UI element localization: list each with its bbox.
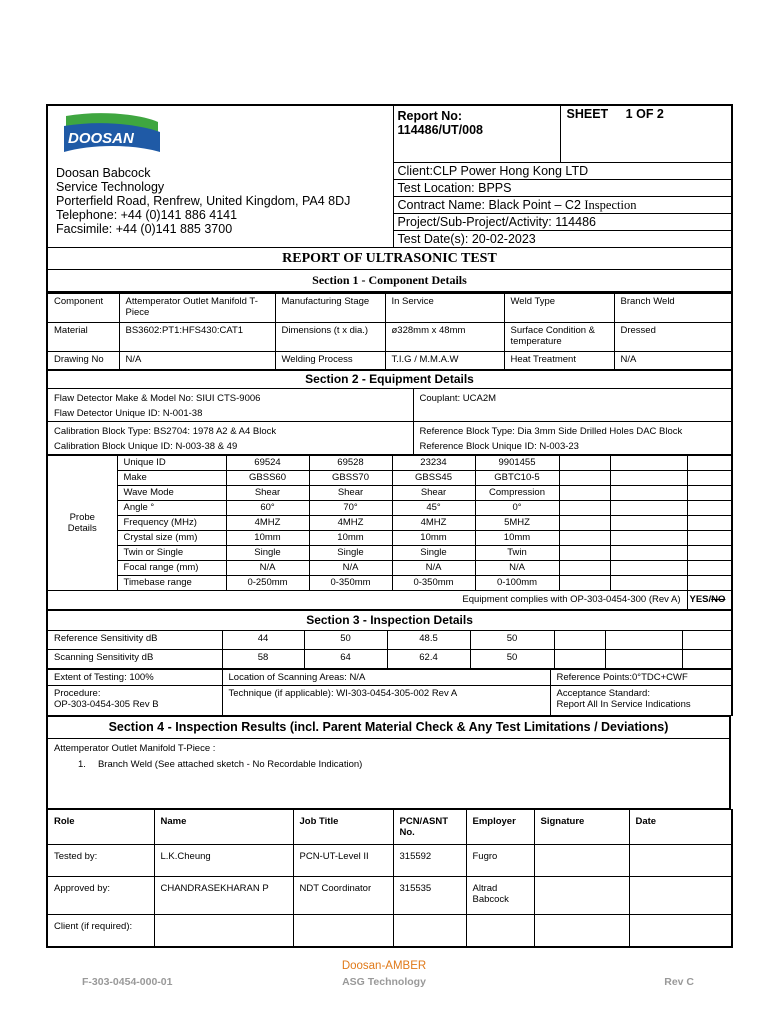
probe-details-table <box>46 455 733 610</box>
test-location: Test Location: BPPS <box>393 180 732 197</box>
probe-empty-cell <box>559 546 610 561</box>
company-fax: Facsimile: +44 (0)141 885 3700 <box>56 222 233 236</box>
reference-sensitivity-1: 44 <box>222 631 304 650</box>
probe-value: N/A <box>475 561 559 576</box>
signoff-cell <box>293 915 393 947</box>
signoff-cell: L.K.Cheung <box>154 845 293 877</box>
signoff-row <box>47 915 732 947</box>
probe-empty-cell <box>610 486 687 501</box>
reference-block-id: Reference Block Unique ID: N-003-23 <box>419 441 579 452</box>
welding-process-value: T.I.G / M.M.A.W <box>385 352 504 370</box>
signoff-cell: Altrad Babcock <box>466 877 534 915</box>
probe-value: Single <box>392 546 475 561</box>
welding-process-label: Welding Process <box>275 352 385 370</box>
probe-empty-cell <box>610 546 687 561</box>
surface-condition-value: Dressed <box>614 323 732 352</box>
signoff-cell: 315592 <box>393 845 466 877</box>
extent-of-testing: Extent of Testing: 100% <box>47 670 222 686</box>
probe-details-label: Probe Details <box>47 456 117 591</box>
probe-row <box>47 561 732 576</box>
probe-value: N/A <box>309 561 392 576</box>
probe-empty-cell <box>687 486 732 501</box>
signoff-cell: Client (if required): <box>47 915 154 947</box>
signoff-cell[interactable] <box>534 915 629 947</box>
probe-empty-cell <box>610 501 687 516</box>
signoff-cell <box>393 915 466 947</box>
company-telephone: Telephone: +44 (0)141 886 4141 <box>56 208 238 222</box>
probe-parameter: Frequency (MHz) <box>117 516 226 531</box>
probe-value: 0-100mm <box>475 576 559 591</box>
probe-value: 69524 <box>226 456 309 471</box>
probe-empty-cell <box>610 456 687 471</box>
signoff-cell: Tested by: <box>47 845 154 877</box>
probe-parameter: Wave Mode <box>117 486 226 501</box>
probe-empty-cell <box>559 561 610 576</box>
probe-value: 10mm <box>392 531 475 546</box>
probe-value: 23234 <box>392 456 475 471</box>
client: Client:CLP Power Hong Kong LTD <box>393 163 732 180</box>
reference-sensitivity-label: Reference Sensitivity dB <box>47 631 222 650</box>
calibration-block-id: Calibration Block Unique ID: N-003-38 & 49 <box>54 441 238 452</box>
acceptance-label: Acceptance Standard: <box>556 688 650 699</box>
weld-type-label: Weld Type <box>504 294 614 323</box>
probe-empty-cell <box>610 561 687 576</box>
probe-row <box>47 471 732 486</box>
yes-no: YES/NO <box>687 591 732 610</box>
probe-row <box>47 501 732 516</box>
probe-empty-cell <box>559 576 610 591</box>
weld-type-value: Branch Weld <box>614 294 732 323</box>
probe-parameter: Timebase range <box>117 576 226 591</box>
dimensions-value: ø328mm x 48mm <box>385 323 504 352</box>
inspection-results-table <box>46 716 731 809</box>
scanning-sensitivity-3: 62.4 <box>387 650 470 669</box>
test-date: Test Date(s): 20-02-2023 <box>393 231 732 248</box>
probe-empty-cell <box>559 456 610 471</box>
probe-value: N/A <box>226 561 309 576</box>
probe-parameter: Make <box>117 471 226 486</box>
probe-value: 0-350mm <box>309 576 392 591</box>
probe-empty-cell <box>687 561 732 576</box>
heat-treatment-value: N/A <box>614 352 732 370</box>
probe-parameter: Twin or Single <box>117 546 226 561</box>
probe-row <box>47 486 732 501</box>
probe-value: 4MHZ <box>226 516 309 531</box>
probe-empty-cell <box>559 516 610 531</box>
probe-empty-cell <box>610 471 687 486</box>
probe-value: 0-350mm <box>392 576 475 591</box>
signoff-cell: Approved by: <box>47 877 154 915</box>
probe-value: 0° <box>475 501 559 516</box>
manufacturing-stage-label: Manufacturing Stage <box>275 294 385 323</box>
surface-condition-label: Surface Condition & temperature <box>504 323 614 352</box>
equipment-details-table <box>46 370 733 455</box>
drawing-no-label: Drawing No <box>47 352 119 370</box>
reference-sensitivity-4: 50 <box>470 631 554 650</box>
probe-empty-cell <box>610 516 687 531</box>
probe-value: 45° <box>392 501 475 516</box>
signoff-cell[interactable] <box>629 915 732 947</box>
name-header: Name <box>154 810 293 845</box>
form-number: F-303-0454-000-01 <box>82 976 173 988</box>
probe-value: Single <box>226 546 309 561</box>
signoff-cell: Fugro <box>466 845 534 877</box>
probe-value: GBSS45 <box>392 471 475 486</box>
probe-empty-cell <box>610 576 687 591</box>
signoff-cell: 315535 <box>393 877 466 915</box>
role-header: Role <box>47 810 154 845</box>
signoff-cell <box>466 915 534 947</box>
drawing-no-value: N/A <box>119 352 275 370</box>
probe-empty-cell <box>559 471 610 486</box>
probe-value: 10mm <box>309 531 392 546</box>
manufacturing-stage-value: In Service <box>385 294 504 323</box>
probe-row <box>47 531 732 546</box>
probe-parameter: Crystal size (mm) <box>117 531 226 546</box>
report-form <box>46 104 731 948</box>
sheet-value: 1 OF 2 <box>625 107 664 121</box>
probe-empty-cell <box>687 456 732 471</box>
material-value: BS3602:PT1:HFS430:CAT1 <box>119 323 275 352</box>
classification-label: Doosan-AMBER <box>341 960 427 972</box>
location-of-scanning: Location of Scanning Areas: N/A <box>222 670 550 686</box>
couplant: Couplant: UCA2M <box>413 389 732 422</box>
project: Project/Sub-Project/Activity: 114486 <box>393 214 732 231</box>
heat-treatment-label: Heat Treatment <box>504 352 614 370</box>
signoff-row <box>47 877 732 915</box>
section1-heading: Section 1 - Component Details <box>47 270 732 293</box>
material-label: Material <box>47 323 119 352</box>
report-title: REPORT OF ULTRASONIC TEST <box>47 248 732 270</box>
probe-value: GBSS60 <box>226 471 309 486</box>
flaw-detector-id: Flaw Detector Unique ID: N-001-38 <box>54 408 203 419</box>
signoff-table <box>46 809 733 948</box>
job-title-header: Job Title <box>293 810 393 845</box>
reference-points: Reference Points:0°TDC+CWF <box>550 670 732 686</box>
revision: Rev C <box>664 976 694 988</box>
signoff-cell: CHANDRASEKHARAN P <box>154 877 293 915</box>
results-item: 1. Branch Weld (See attached sketch - No Recordable Indication) <box>78 759 363 770</box>
section4-heading: Section 4 - Inspection Results (incl. Parent Material Check & Any Test Limitations / Deviations) <box>47 717 730 739</box>
probe-empty-cell <box>687 501 732 516</box>
probe-value: 70° <box>309 501 392 516</box>
pcn-header: PCN/ASNT No. <box>393 810 466 845</box>
probe-value: Shear <box>309 486 392 501</box>
probe-value: 4MHZ <box>392 516 475 531</box>
component-label: Component <box>47 294 119 323</box>
header-table <box>46 104 733 293</box>
scanning-sensitivity-4: 50 <box>470 650 554 669</box>
probe-empty-cell <box>559 501 610 516</box>
acceptance-value: Report All In Service Indications <box>556 699 691 710</box>
dimensions-label: Dimensions (t x dia.) <box>275 323 385 352</box>
probe-value: 10mm <box>475 531 559 546</box>
probe-row <box>47 546 732 561</box>
probe-value: 69528 <box>309 456 392 471</box>
scanning-sensitivity-1: 58 <box>222 650 304 669</box>
probe-empty-cell <box>559 531 610 546</box>
flaw-detector: Flaw Detector Make & Model No: SIUI CTS-9006 <box>54 393 261 404</box>
calibration-block: Calibration Block Type: BS2704: 1978 A2 & A4 Block <box>54 426 277 437</box>
probe-parameter: Focal range (mm) <box>117 561 226 576</box>
component-value: Attemperator Outlet Manifold T-Piece <box>119 294 275 323</box>
inspection-details-table <box>46 610 733 669</box>
procedure-value: OP-303-0454-305 Rev B <box>54 699 159 710</box>
reference-block: Reference Block Type: Dia 3mm Side Drilled Holes DAC Block <box>419 426 683 437</box>
signoff-cell[interactable] <box>534 877 629 915</box>
probe-value: 60° <box>226 501 309 516</box>
probe-value: GBTC10-5 <box>475 471 559 486</box>
employer-header: Employer <box>466 810 534 845</box>
signoff-cell: PCN-UT-Level II <box>293 845 393 877</box>
section2-heading: Section 2 - Equipment Details <box>47 371 732 389</box>
signoff-cell[interactable] <box>629 877 732 915</box>
probe-value: Twin <box>475 546 559 561</box>
probe-empty-cell <box>687 576 732 591</box>
probe-parameter: Unique ID <box>117 456 226 471</box>
probe-empty-cell <box>687 531 732 546</box>
probe-value: N/A <box>392 561 475 576</box>
report-no-label: Report No: <box>397 109 463 123</box>
probe-row <box>47 576 732 591</box>
signoff-row <box>47 845 732 877</box>
company-name: Doosan Babcock <box>56 166 151 180</box>
probe-value: Shear <box>226 486 309 501</box>
report-no: 114486/UT/008 <box>397 123 483 137</box>
probe-empty-cell <box>610 531 687 546</box>
company-address: Porterfield Road, Renfrew, United Kingdom, PA4 8DJ <box>56 194 351 208</box>
probe-row <box>47 456 732 471</box>
results-component: Attemperator Outlet Manifold T-Piece : <box>54 743 216 754</box>
probe-value: 9901455 <box>475 456 559 471</box>
signoff-cell: NDT Coordinator <box>293 877 393 915</box>
svg-text:DOOSAN: DOOSAN <box>68 130 134 147</box>
signoff-cell[interactable] <box>534 845 629 877</box>
probe-empty-cell <box>687 516 732 531</box>
probe-parameter: Angle ° <box>117 501 226 516</box>
probe-empty-cell <box>559 486 610 501</box>
doosan-logo <box>60 112 162 158</box>
probe-value: Single <box>309 546 392 561</box>
component-details-table <box>46 293 733 370</box>
technique: Technique (if applicable): WI-303-0454-305-002 Rev A <box>222 686 550 716</box>
probe-empty-cell <box>687 471 732 486</box>
sheet-label: SHEET <box>566 107 609 121</box>
probe-value: 4MHZ <box>309 516 392 531</box>
inspection-scope-table <box>46 669 733 716</box>
contract-name: Contract Name: Black Point – C2 Inspection <box>393 197 732 214</box>
equipment-complies: Equipment complies with OP-303-0454-300 (Rev A) <box>47 591 687 610</box>
date-header: Date <box>629 810 732 845</box>
signature-header: Signature <box>534 810 629 845</box>
probe-empty-cell <box>687 546 732 561</box>
section3-heading: Section 3 - Inspection Details <box>47 611 732 631</box>
asg-technology: ASG Technology <box>342 976 426 988</box>
probe-value: Compression <box>475 486 559 501</box>
scanning-sensitivity-label: Scanning Sensitivity dB <box>47 650 222 669</box>
probe-value: Shear <box>392 486 475 501</box>
company-division: Service Technology <box>56 180 165 194</box>
probe-value: GBSS70 <box>309 471 392 486</box>
procedure-label: Procedure: <box>54 688 101 699</box>
probe-value: 5MHZ <box>475 516 559 531</box>
reference-sensitivity-2: 50 <box>304 631 387 650</box>
signoff-cell[interactable] <box>629 845 732 877</box>
probe-value: 10mm <box>226 531 309 546</box>
signoff-cell <box>154 915 293 947</box>
probe-row <box>47 516 732 531</box>
probe-value: 0-250mm <box>226 576 309 591</box>
reference-sensitivity-3: 48.5 <box>387 631 470 650</box>
scanning-sensitivity-2: 64 <box>304 650 387 669</box>
